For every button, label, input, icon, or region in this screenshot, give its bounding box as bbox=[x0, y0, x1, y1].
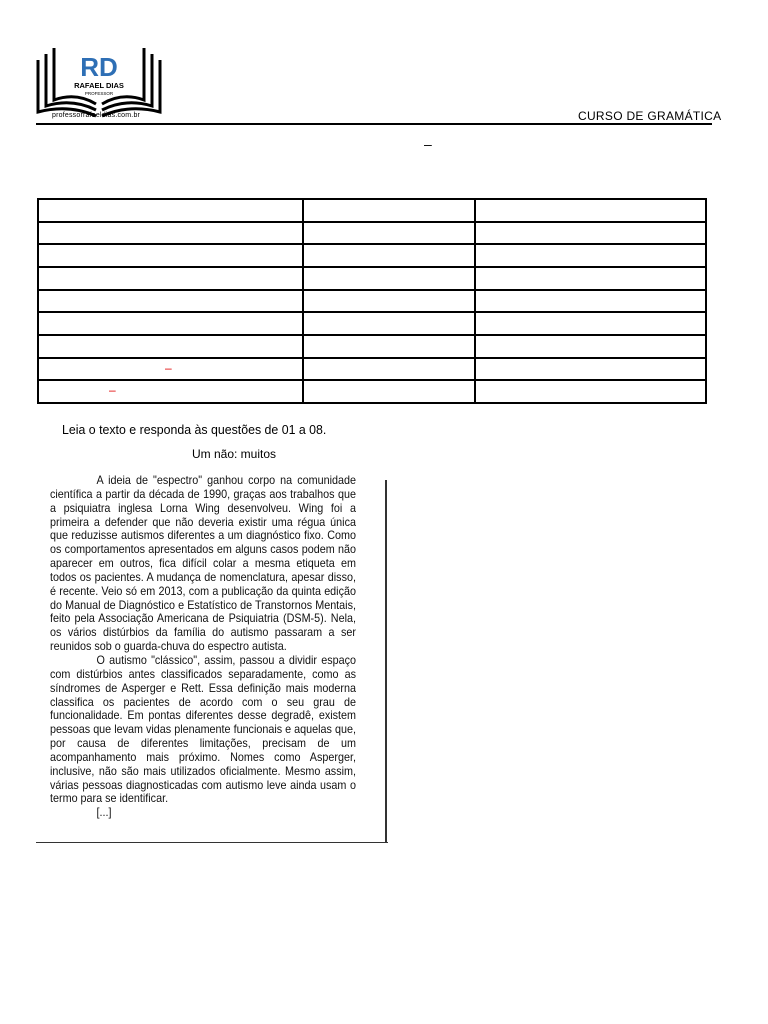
excerpt-border-right bbox=[385, 480, 387, 842]
table-cell bbox=[38, 312, 303, 335]
table-row bbox=[38, 380, 706, 403]
table-cell bbox=[38, 358, 303, 381]
table-cell bbox=[303, 290, 475, 313]
paragraph: O autismo "clássico", assim, passou a dividir espaço com distúrbios antes classificados separadamente, como as síndromes de Asperger e Rett. Essa definição mais moderna classifica os pacientes de acordo com o seu grau de funcionalidade. Em pontas diferentes desse degradê, existem pessoas que levam vidas plenamente funcionais e aquelas que, por causa de diferentes limitações, precisam de um acompanhamento mais próximo. Nomes como Asperger, inclusive, não são mais utilizados oficialmente. Mesmo assim, várias pessoas diagnosticadas com autismo leve ainda usam o termo para se identificar. bbox=[50, 653, 356, 806]
table-cell bbox=[475, 335, 706, 358]
table-row bbox=[38, 358, 706, 381]
answer-table bbox=[37, 198, 707, 404]
table-cell bbox=[475, 267, 706, 290]
table-cell bbox=[475, 290, 706, 313]
table-cell bbox=[475, 222, 706, 245]
text-excerpt bbox=[50, 474, 356, 820]
table-cell bbox=[303, 358, 475, 381]
table-row bbox=[38, 222, 706, 245]
ellipsis: [...] bbox=[96, 806, 112, 820]
paragraph: A ideia de "espectro" ganhou corpo na comunidade científica a partir da década de 1990, graças aos trabalhos que a psiquiatra inglesa Lorna Wing desenvolveu. Wing foi a primeira a defender que não deveria existir uma régua única que reduzisse autismos diferentes a um diagnóstico fixo. Como os comportamentos apresentados em alguns casos podem não aparecer em outros, fica difícil colar a mesma etiqueta em todos os pacientes. A mudança de nomenclatura, apesar disso, é recente. Veio só em 2013, com a publicação da quinta edição do Manual de Diagnóstico e Estatístico de Transtornos Mentais, feito pela Associação Americana de Psiquiatria (DSM-5). Nela, os vários distúrbios da família do autismo passaram a ser reunidos sob o guarda-chuva do espectro autista. bbox=[50, 474, 356, 654]
table-cell bbox=[303, 267, 475, 290]
red-mark: – bbox=[109, 383, 116, 398]
table-cell bbox=[38, 335, 303, 358]
header-divider bbox=[36, 123, 712, 125]
table-cell bbox=[38, 199, 303, 222]
table-cell bbox=[303, 244, 475, 267]
instruction-text: Leia o texto e responda às questões de 01 a 08. bbox=[62, 422, 327, 437]
table-cell bbox=[475, 244, 706, 267]
logo-initials: RD bbox=[80, 52, 118, 82]
table-cell bbox=[38, 244, 303, 267]
text-title: Um não: muitos bbox=[192, 447, 277, 461]
table-row bbox=[38, 267, 706, 290]
table-cell bbox=[38, 222, 303, 245]
table-cell bbox=[475, 312, 706, 335]
logo-role: PROFESSOR bbox=[84, 91, 114, 96]
table-row bbox=[38, 199, 706, 222]
table-cell bbox=[38, 380, 303, 403]
table-cell bbox=[303, 380, 475, 403]
table-cell bbox=[38, 290, 303, 313]
table-row bbox=[38, 290, 706, 313]
table-row bbox=[38, 244, 706, 267]
table-cell bbox=[475, 380, 706, 403]
red-mark: – bbox=[165, 360, 172, 375]
table-cell bbox=[303, 312, 475, 335]
center-mark: – bbox=[424, 136, 432, 152]
table-cell bbox=[303, 222, 475, 245]
course-title: CURSO DE GRAMÁTICA bbox=[578, 109, 722, 123]
excerpt-border-bottom bbox=[36, 842, 388, 843]
table-row bbox=[38, 312, 706, 335]
table-cell bbox=[38, 267, 303, 290]
table-cell bbox=[303, 199, 475, 222]
logo-name: RAFAEL DIAS bbox=[74, 81, 124, 90]
table-cell bbox=[475, 358, 706, 381]
table-row bbox=[38, 335, 706, 358]
site-url: professorrafaeldias.com.br bbox=[52, 112, 141, 119]
table-cell bbox=[475, 199, 706, 222]
table-cell bbox=[303, 335, 475, 358]
